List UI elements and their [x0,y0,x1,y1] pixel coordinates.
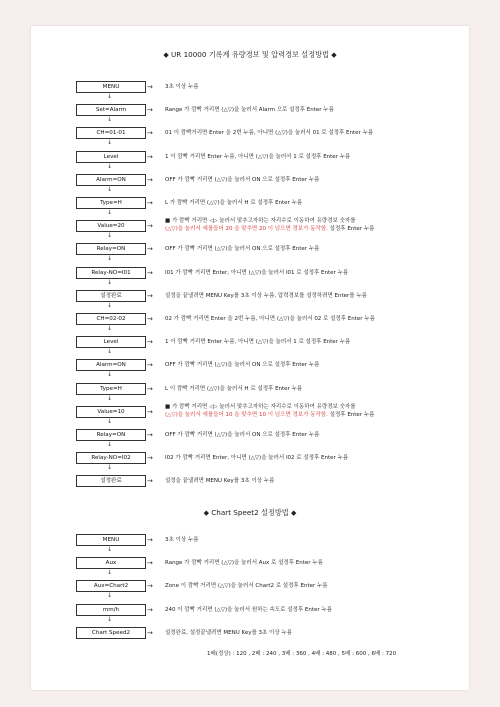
arrow-down-icon: ↓ [107,371,113,379]
step-description: 3초 이상 누름 [165,537,199,543]
step-box: Type=H [76,197,146,209]
arrow-right-icon: → [147,454,153,463]
step-box: Alarm=ON [76,359,146,371]
step-description: Zone 이 깜빡 거리면 (△▽)을 눌러서 Chart2 로 설정후 Enter 누름 [165,583,328,590]
diamond-icon: ◆ [331,51,337,59]
section1-title [31,50,469,60]
step-box: Relay-NO=I02 [76,452,146,464]
step-box: Alarm=ON [76,174,146,186]
step-box: Type=H [76,383,146,395]
step-box: Relay=ON [76,243,146,255]
step-description: Range 가 깜빡 거리면 (△▽)을 눌러서 Alarm 으로 설정후 Enter 누름 [165,107,334,114]
arrow-right-icon: → [147,338,153,347]
step-description: 02 가 깜빡 거리면 Enter 을 2번 누름, 아니면 (△▽)을 눌러서 02 로 설정후 Enter 누름 [165,316,375,322]
step-box: Value=10 [76,406,146,418]
arrow-down-icon: ↓ [107,615,113,623]
arrow-down-icon: ↓ [107,185,113,193]
step-description: 설정완료, 설정끝낼려면 MENU Key를 3초 이상 누름 [165,629,293,636]
flow-step [31,452,469,472]
flow-step [31,580,469,600]
step-note-red: (△▽)을 눌러서 예를들어 10 을 맞추면 10 이 넘으면 경보가 동작함. [165,411,328,418]
arrow-right-icon: → [147,407,153,416]
step-description: 01 이 깜빡거리면 Enter 을 2번 누름, 아니면 (△▽)을 눌러서 01 로 설정후 Enter 누름 [165,130,374,137]
flow-step [31,475,469,489]
step-box: Relay=ON [76,429,146,441]
arrow-down-icon: ↓ [107,394,113,402]
step-description: Range 가 깜빡 거리면 (△▽)을 눌러서 Aux 로 설정후 Enter 누름 [165,560,323,567]
arrow-right-icon: → [147,129,153,138]
arrow-down-icon: ↓ [107,417,113,425]
arrow-right-icon: → [147,628,153,637]
arrow-down-icon: ↓ [107,569,113,577]
flow-step [31,534,469,553]
section2-title-text: Chart Speet2 설정방법 [211,508,289,517]
arrow-down-icon: ↓ [107,325,113,332]
flow-step [31,197,469,216]
step-description: L 가 깜빡 거리면 (△▽)을 눌러서 H 로 설정후 Enter 누름 [165,200,303,206]
step-note-red: (△▽)을 눌러서 예를들어 20 을 맞추면 20 이 넘으면 경보가 동작함. [165,226,328,233]
step-description: I02 가 깜빡 거리면 Enter, 아니면 (△▽)을 눌러서 I02 로 설정후 Enter 누름 [165,455,349,462]
step-description: L 이 깜빡 거리면 (△▽)을 눌러서 H 로 설정후 Enter 누름 [165,385,303,392]
step-description: I01 가 깜빡 거리면 Enter, 아니면 (△▽)을 눌러서 I01 로 설정후 Enter 누름 [165,269,349,276]
step-note-tail: 설정후 Enter 누름 [329,226,375,233]
flow-step [31,359,469,379]
step-description: OFF 가 깜빡 거리면 (△▽)을 눌러서 ON 으로 설정후 Enter 누름 [165,432,320,438]
arrow-down-icon: ↓ [107,232,113,240]
flow-step [31,104,469,124]
step-box: Level [76,151,146,163]
step-box: Value=20 [76,220,146,232]
arrow-down-icon: ↓ [107,209,113,216]
flow-step [31,429,469,448]
arrow-down-icon: ↓ [107,162,113,170]
flow-step [31,403,469,425]
step-box: Set=Alarm [76,104,146,116]
arrow-down-icon: ↓ [107,348,113,356]
step-description: 1 이 깜빡 거리면 Enter 누름, 아니면 (△▽)을 눌러서 1 로 설정후 Enter 누름 [165,153,351,160]
arrow-right-icon: → [147,477,153,486]
arrow-down-icon: ↓ [107,93,113,100]
arrow-right-icon: → [147,291,153,300]
step-description: 설정을 끝낼려면 MENU Key를 3초 이상 누름, 압력경보를 설정하려면 Enter를 누름 [165,292,367,299]
flow-step [31,127,469,147]
step-box: CH=02-02 [76,313,146,325]
step-box: Aux=Chart2 [76,580,146,592]
arrow-right-icon: → [147,384,153,393]
flow-step [31,81,469,100]
step-description: 1 이 깜빡 거리면 Enter 누름, 아니면 (△▽)을 눌러서 1 로 설정후 Enter 누름 [165,339,351,346]
step-description: OFF 가 깜빡 거리면 (△▽)을 눌러서 ON 으로 설정후 Enter 누름 [165,246,320,253]
arrow-down-icon: ↓ [107,441,113,448]
document-page [31,26,469,690]
arrow-right-icon: → [147,152,153,161]
section2-title [31,508,469,518]
arrow-right-icon: → [147,268,153,277]
arrow-right-icon: → [147,582,153,591]
arrow-right-icon: → [147,361,153,370]
step-box: Relay-NO=I01 [76,267,146,279]
step-box: MENU [76,534,146,546]
flow-step [31,267,469,286]
arrow-down-icon: ↓ [107,116,113,124]
step-note [165,411,374,420]
speed-note: 1배(정상) : 120 , 2배 : 240 , 3배 : 360 , 4배 : 480 , 5배 : 600 , 6배 : 720 [207,651,397,657]
flow-step [31,290,469,309]
flow-step [31,243,469,263]
step-box: MENU [76,81,146,93]
step-description: 3초 이상 누름 [165,84,199,90]
step-note-tail: 설정후 Enter 누름 [329,411,375,418]
arrow-right-icon: → [147,605,153,614]
flow-step [31,336,469,356]
arrow-down-icon: ↓ [107,546,113,553]
step-description: ■ 가 깜빡 거리면 ◁▷ 눌러서 맞추고자하는 자리수로 이동하여 유량경보 숫자를 [165,403,356,410]
flow-step [31,151,469,170]
step-box: Chart Speed2 [76,627,146,639]
arrow-right-icon: → [147,315,153,323]
flow-step [31,383,469,402]
diamond-icon: ◆ [291,509,297,517]
step-box: Level [76,336,146,348]
section1-title-text: UR 10000 기록계 유량경보 및 압력경보 설정방법 [171,50,329,59]
step-description: ■ 가 깜빡 거리면 ◁▷ 눌러서 맞추고자하는 자리수로 이동하여 유량경보 숫자를 [165,218,356,225]
arrow-right-icon: → [147,175,153,184]
arrow-down-icon: ↓ [107,255,113,263]
arrow-down-icon: ↓ [107,301,113,309]
step-description: OFF 가 깜빡 거리면 (△▽)을 눌러서 ON 으로 설정후 Enter 누름 [165,362,320,369]
step-box: CH=01-01 [76,127,146,139]
diamond-icon: ◆ [203,509,209,517]
arrow-right-icon: → [147,222,153,231]
step-box: 설정완료 [76,290,146,302]
step-description: 240 이 깜빡 거리면 (△▽)을 눌러서 원하는 속도로 설정후 Enter 누름 [165,606,333,613]
flow-step [31,218,469,240]
arrow-down-icon: ↓ [107,464,113,472]
step-description: 설정을 끝낼려면 MENU Key를 3초 이상 누름 [165,478,275,485]
arrow-down-icon: ↓ [107,278,113,286]
step-box: Aux [76,557,146,569]
step-note [165,225,374,234]
arrow-down-icon: ↓ [107,592,113,600]
arrow-right-icon: → [147,106,153,115]
flow-step [31,174,469,193]
step-box: 설정완료 [76,475,146,487]
flow-step [31,313,469,332]
arrow-right-icon: → [147,536,153,544]
arrow-right-icon: → [147,431,153,439]
arrow-right-icon: → [147,559,153,568]
arrow-right-icon: → [147,83,153,91]
flow-step [31,627,469,641]
step-box: mm/h [76,604,146,616]
arrow-right-icon: → [147,199,153,207]
arrow-right-icon: → [147,245,153,254]
flow-step [31,604,469,623]
arrow-down-icon: ↓ [107,139,113,147]
step-description: OFF 가 깜빡 거리면 (△▽)을 눌러서 ON 으로 설정후 Enter 누름 [165,176,320,183]
diamond-icon: ◆ [163,51,169,59]
flow-step [31,557,469,577]
